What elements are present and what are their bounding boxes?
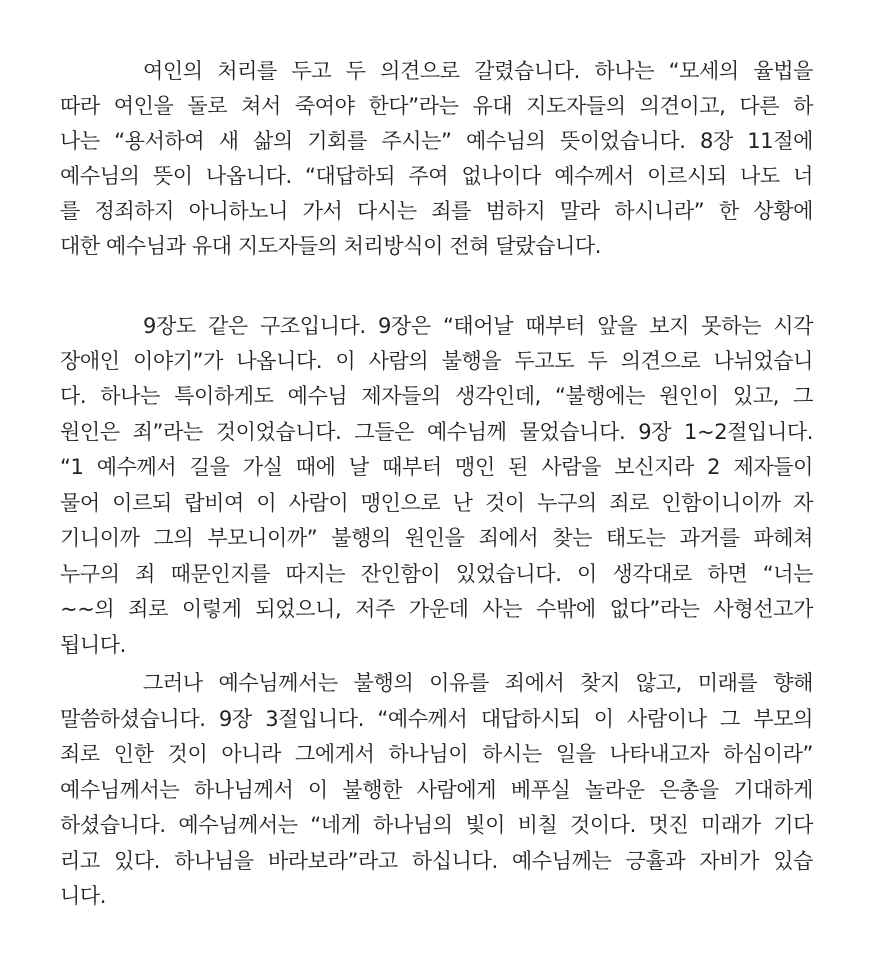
text-line: 됩니다. — [60, 633, 126, 657]
text-line: 여인의 처리를 두고 두 의견으로 갈렸습니다. 하나는 “모세의 율법을 — [143, 59, 813, 83]
text-line: ~~의 죄로 이렇게 되었으니, 저주 가운데 사는 수밖에 없다”라는 사형선고가 — [60, 597, 813, 621]
text-line: 예수님께서는 하나님께서 이 불행한 사람에게 베푸실 놀라운 은총을 기대하게 — [60, 778, 813, 802]
text-line: 물어 이르되 랍비여 이 사람이 맹인으로 난 것이 누구의 죄로 인함이니이까 자 — [60, 491, 813, 515]
text-line: 니다. — [60, 884, 107, 908]
text-line: 예수님의 뜻이 나옵니다. “대답하되 주여 없나이다 예수께서 이르시되 나도 너 — [60, 164, 813, 188]
text-line: 말씀하셨습니다. 9장 3절입니다. “예수께서 대답하시되 이 사람이나 그 부모의 — [60, 707, 813, 731]
text-line: 그러나 예수님께서는 불행의 이유를 죄에서 찾지 않고, 미래를 향해 — [143, 671, 813, 695]
text-line: 나는 “용서하여 새 삶의 기회를 주시는” 예수님의 뜻이었습니다. 8장 11절에 — [60, 129, 813, 153]
text-line: 를 정죄하지 아니하노니 가서 다시는 죄를 범하지 말라 하시니라” 한 상황에 — [60, 199, 813, 223]
text-line: “1 예수께서 길을 가실 때에 날 때부터 맹인 된 사람을 보신지라 2 제자들이 — [60, 455, 813, 479]
text-line: 대한 예수님과 유대 지도자들의 처리방식이 전혀 달랐습니다. — [60, 234, 602, 258]
text-line: 하셨습니다. 예수님께서는 “네게 하나님의 빛이 비칠 것이다. 멋진 미래가 기다 — [60, 813, 813, 837]
text-line: 장애인 이야기”가 나옵니다. 이 사람의 불행을 두고도 두 의견으로 나뉘었습니 — [60, 349, 813, 373]
text-line: 기니이까 그의 부모니이까” 불행의 원인을 죄에서 찾는 태도는 과거를 파헤쳐 — [60, 526, 813, 550]
text-line: 누구의 죄 때문인지를 따지는 잔인함이 있었습니다. 이 생각대로 하면 “너는 — [60, 562, 813, 586]
text-line: 다. 하나는 특이하게도 예수님 제자들의 생각인데, “불행에는 원인이 있고, 그 — [60, 384, 813, 408]
text-line: 9장도 같은 구조입니다. 9장은 “태어날 때부터 앞을 보지 못하는 시각 — [143, 314, 813, 338]
text-line: 원인은 죄”라는 것이었습니다. 그들은 예수님께 물었습니다. 9장 1~2절입니다. — [60, 420, 813, 444]
text-line: 따라 여인을 돌로 쳐서 죽여야 한다”라는 유대 지도자들의 의견이고, 다른 하 — [60, 94, 813, 118]
text-line: 죄로 인한 것이 아니라 그에게서 하나님이 하시는 일을 나타내고자 하심이라” — [60, 742, 813, 766]
text-line: 리고 있다. 하나님을 바라보라”라고 하십니다. 예수님께는 긍휼과 자비가 있습 — [60, 849, 813, 873]
